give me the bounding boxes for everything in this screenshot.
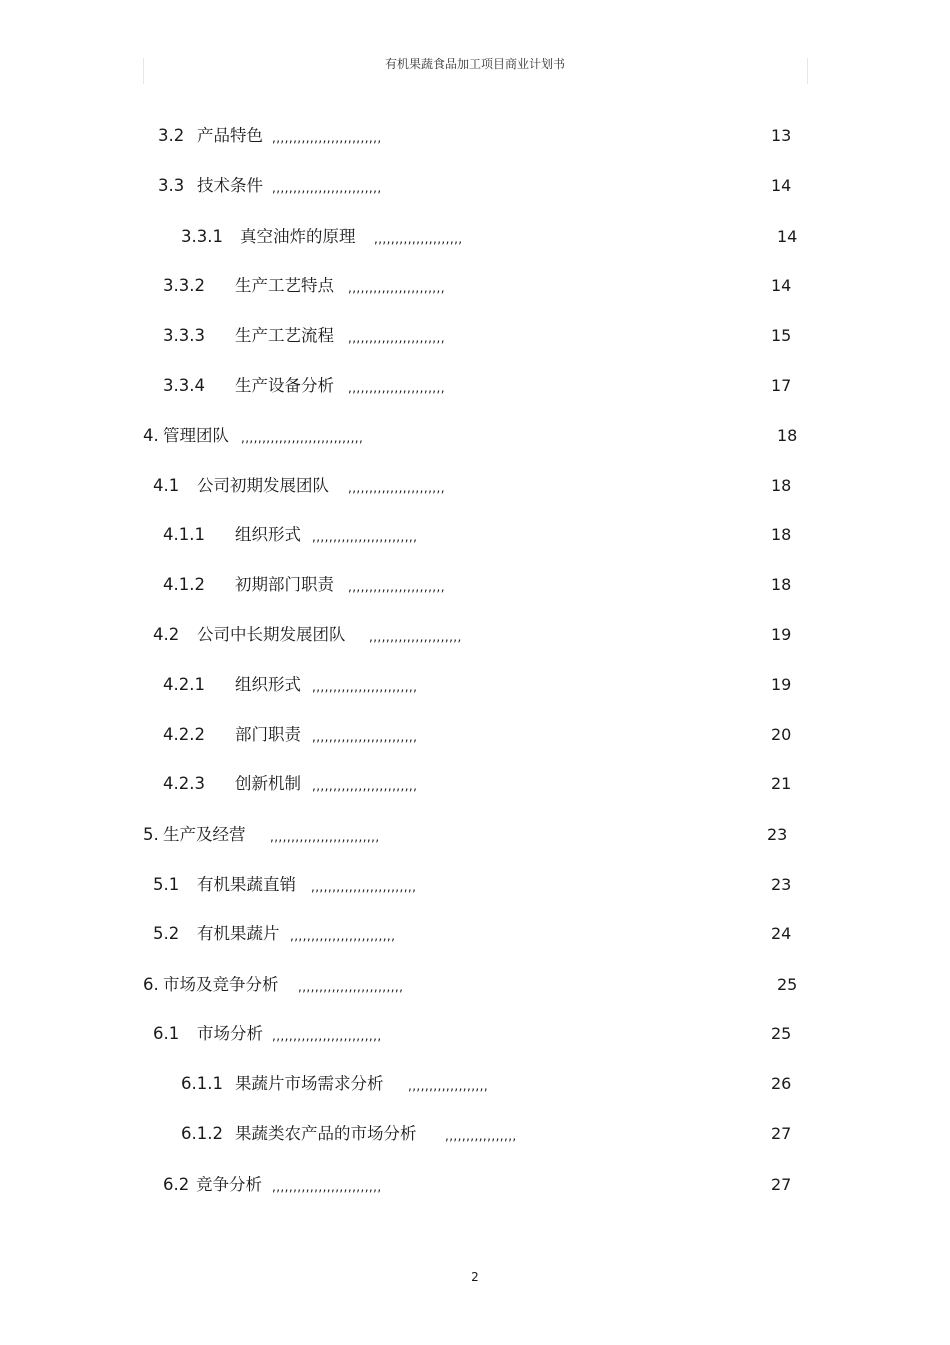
toc-page: 15 bbox=[771, 326, 792, 345]
toc-page: 13 bbox=[771, 126, 792, 145]
toc-title: 生产工艺流程 bbox=[235, 326, 334, 345]
toc-leader: ,,,,,,,,,,,,,,,,,,,,,,,,, bbox=[312, 530, 418, 544]
toc-title: 部门职责 bbox=[235, 725, 301, 744]
toc-number: 6.1 bbox=[153, 1024, 180, 1043]
toc-number: 6.1.2 bbox=[181, 1124, 223, 1143]
toc-number: 6.2 bbox=[163, 1175, 190, 1194]
toc-entry-6-1-1[interactable] bbox=[0, 1072, 950, 1096]
toc-entry-4-2[interactable] bbox=[0, 623, 950, 647]
toc-leader: ,,,,,,,,,,,,,,,,,,,,,,,,,, bbox=[272, 131, 382, 145]
toc-page: 17 bbox=[771, 376, 792, 395]
toc-leader: ,,,,,,,,,,,,,,,,,,,,,,,,, bbox=[298, 980, 404, 994]
toc-number: 4.2.2 bbox=[163, 725, 205, 744]
toc-page: 24 bbox=[771, 924, 792, 943]
toc-number: 4.2.3 bbox=[163, 774, 205, 793]
toc-entry-4-1-2[interactable] bbox=[0, 573, 950, 597]
toc-page: 18 bbox=[771, 575, 792, 594]
toc-number: 3.3 bbox=[158, 176, 185, 195]
toc-title: 创新机制 bbox=[235, 774, 301, 793]
toc-page: 23 bbox=[771, 875, 792, 894]
toc-leader: ,,,,,,,,,,,,,,,,,,,,,,,,,, bbox=[272, 181, 382, 195]
toc-page: 21 bbox=[771, 774, 792, 793]
toc-page: 14 bbox=[771, 176, 792, 195]
toc-entry-4-2-3[interactable] bbox=[0, 772, 950, 796]
toc-leader: ,,,,,,,,,,,,,,,,,,,,,,, bbox=[348, 481, 445, 495]
toc-leader: ,,,,,,,,,,,,,,,,,,,,,, bbox=[369, 630, 462, 644]
toc-leader: ,,,,,,,,,,,,,,,,,,,,,,,,, bbox=[290, 929, 396, 943]
toc-page: 18 bbox=[771, 525, 792, 544]
toc-number: 4.1.1 bbox=[163, 525, 205, 544]
toc-title: 组织形式 bbox=[235, 675, 301, 694]
toc-title: 生产设备分析 bbox=[235, 376, 334, 395]
toc-page: 25 bbox=[771, 1024, 792, 1043]
toc-entry-3-3-2[interactable] bbox=[0, 274, 950, 298]
toc-page: 19 bbox=[771, 625, 792, 644]
toc-leader: ,,,,,,,,,,,,,,,,,,,,,,,,,, bbox=[272, 1029, 382, 1043]
toc-page: 18 bbox=[777, 426, 798, 445]
toc-number: 3.3.3 bbox=[163, 326, 205, 345]
toc-number: 3.2 bbox=[158, 126, 185, 145]
toc-leader: ,,,,,,,,,,,,,,,,,,,,,,,,, bbox=[312, 779, 418, 793]
toc-number: 3.3.2 bbox=[163, 276, 205, 295]
toc-title: 果蔬片市场需求分析 bbox=[235, 1074, 384, 1093]
toc-entry-6-1-2[interactable] bbox=[0, 1122, 950, 1146]
toc-number: 3.3.4 bbox=[163, 376, 205, 395]
toc-leader: ,,,,,,,,,,,,,,,,,,,,,,,,, bbox=[312, 680, 418, 694]
toc-number: 4.1 bbox=[153, 476, 180, 495]
toc-entry-6-1[interactable] bbox=[0, 1022, 950, 1046]
toc-title: 有机果蔬直销 bbox=[197, 875, 296, 894]
toc-title: 公司初期发展团队 bbox=[197, 476, 329, 495]
toc-number: 4.2.1 bbox=[163, 675, 205, 694]
toc-entry-4[interactable] bbox=[0, 424, 950, 448]
toc-page: 27 bbox=[771, 1124, 792, 1143]
toc-entry-5-2[interactable] bbox=[0, 922, 950, 946]
toc-entry-3-3-4[interactable] bbox=[0, 374, 950, 398]
toc-title: 竞争分析 bbox=[196, 1175, 262, 1194]
toc-title: 市场及竞争分析 bbox=[163, 975, 279, 994]
toc-entry-5-1[interactable] bbox=[0, 873, 950, 897]
page-number: 2 bbox=[471, 1270, 479, 1284]
toc-number: 6.1.1 bbox=[181, 1074, 223, 1093]
toc-leader: ,,,,,,,,,,,,,,,,,,,,,,,,, bbox=[312, 730, 418, 744]
toc-entry-6-2[interactable] bbox=[0, 1173, 950, 1197]
toc-number: 4.2 bbox=[153, 625, 180, 644]
toc-page: 20 bbox=[771, 725, 792, 744]
toc-leader: ,,,,,,,,,,,,,,,,,,, bbox=[408, 1079, 489, 1093]
toc-leader: ,,,,,,,,,,,,,,,,,,,,,,, bbox=[348, 381, 445, 395]
toc-leader: ,,,,,,,,,,,,,,,,,,,,,,, bbox=[348, 281, 445, 295]
toc-leader: ,,,,,,,,,,,,,,,,,,,,,,,,,,,,, bbox=[241, 431, 364, 445]
toc-title: 初期部门职责 bbox=[235, 575, 334, 594]
toc-title: 管理团队 bbox=[163, 426, 229, 445]
toc-number: 5. bbox=[143, 825, 159, 844]
toc-title: 有机果蔬片 bbox=[197, 924, 280, 943]
header-title: 有机果蔬食品加工项目商业计划书 bbox=[384, 57, 565, 71]
toc-entry-3-2[interactable] bbox=[0, 124, 950, 148]
toc-leader: ,,,,,,,,,,,,,,,,,,,,, bbox=[374, 232, 463, 246]
toc-page: 23 bbox=[767, 825, 788, 844]
toc-number: 5.1 bbox=[153, 875, 180, 894]
toc-number: 4.1.2 bbox=[163, 575, 205, 594]
toc-leader: ,,,,,,,,,,,,,,,,,,,,,,, bbox=[348, 331, 445, 345]
toc-title: 组织形式 bbox=[235, 525, 301, 544]
toc-page: 19 bbox=[771, 675, 792, 694]
toc-page: 25 bbox=[777, 975, 798, 994]
toc-leader: ,,,,,,,,,,,,,,,,,,,,,,, bbox=[348, 580, 445, 594]
toc-entry-3-3-3[interactable] bbox=[0, 324, 950, 348]
toc-entry-4-1-1[interactable] bbox=[0, 523, 950, 547]
toc-title: 公司中长期发展团队 bbox=[197, 625, 346, 644]
toc-leader: ,,,,,,,,,,,,,,,,,,,,,,,,,, bbox=[270, 830, 380, 844]
toc-title: 技术条件 bbox=[197, 176, 263, 195]
toc-number: 4. bbox=[143, 426, 159, 445]
toc-number: 6. bbox=[143, 975, 159, 994]
toc-page: 26 bbox=[771, 1074, 792, 1093]
toc-title: 真空油炸的原理 bbox=[240, 227, 356, 246]
toc-entry-4-2-2[interactable] bbox=[0, 723, 950, 747]
toc-page: 27 bbox=[771, 1175, 792, 1194]
toc-number: 5.2 bbox=[153, 924, 180, 943]
toc-page: 14 bbox=[777, 227, 798, 246]
header-rule-right bbox=[807, 58, 808, 84]
toc-title: 生产及经营 bbox=[163, 825, 246, 844]
toc-leader: ,,,,,,,,,,,,,,,,,,,,,,,,,, bbox=[272, 1180, 382, 1194]
toc-entry-5[interactable] bbox=[0, 823, 950, 847]
toc-title: 果蔬类农产品的市场分析 bbox=[235, 1124, 417, 1143]
toc-page: 18 bbox=[771, 476, 792, 495]
toc-entry-4-2-1[interactable] bbox=[0, 673, 950, 697]
toc-entry-6[interactable] bbox=[0, 973, 950, 997]
toc-leader: ,,,,,,,,,,,,,,,,,,,,,,,,, bbox=[311, 880, 417, 894]
toc-leader: ,,,,,,,,,,,,,,,,, bbox=[445, 1129, 517, 1143]
toc-title: 市场分析 bbox=[197, 1024, 263, 1043]
toc-number: 3.3.1 bbox=[181, 227, 223, 246]
toc-entry-3-3[interactable] bbox=[0, 174, 950, 198]
toc-page: 14 bbox=[771, 276, 792, 295]
toc-title: 生产工艺特点 bbox=[235, 276, 334, 295]
toc-entry-4-1[interactable] bbox=[0, 474, 950, 498]
toc-entry-3-3-1[interactable] bbox=[0, 225, 950, 249]
toc-title: 产品特色 bbox=[197, 126, 263, 145]
